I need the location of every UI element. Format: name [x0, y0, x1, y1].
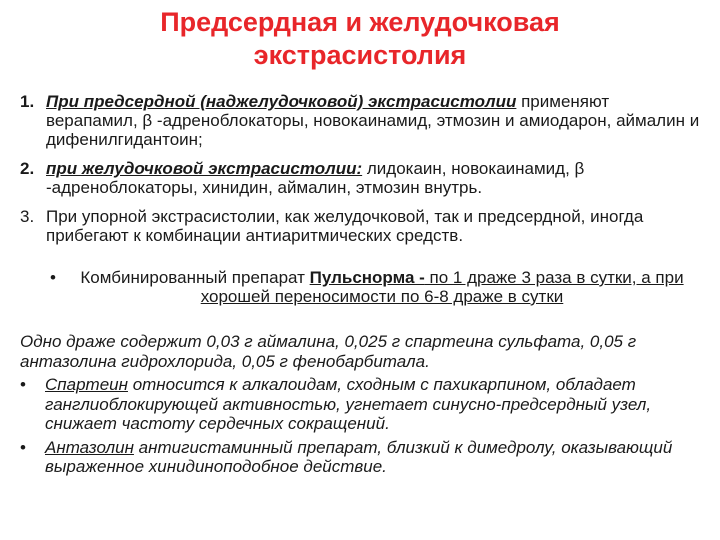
- title-line-2: экстрасистолия: [253, 40, 467, 70]
- note-item: [20, 438, 700, 477]
- combination-drug-note: [50, 268, 690, 306]
- item-number: 3.: [20, 207, 35, 226]
- composition-text: Одно драже содержит 0,03 г аймалина, 0,025 г спартеина сульфата, 0,05 г антазолина гидрохлорида, 0,05 г фенобарбитала.: [20, 332, 637, 371]
- treatment-list: [20, 92, 700, 255]
- slide-title: [0, 6, 720, 72]
- combination-text: [74, 268, 690, 306]
- item-heading: При предсердной (наджелудочковой) экстрасистолии: [46, 92, 517, 111]
- list-item-1: [20, 92, 700, 149]
- dosage-text: по 1 драже 3 раза в сутки, а при хорошей переносимости по 6-8 драже в сутки: [200, 268, 684, 306]
- bullet-icon: •: [20, 375, 26, 394]
- note-text: антигистаминный препарат, близкий к димедролу, оказывающий выраженное хинидиноподобное действие.: [45, 437, 673, 476]
- note-item: [20, 375, 700, 434]
- item-text: лидокаин, новокаинамид, β -адреноблокаторы, хинидин, аймалин, этмозин внутрь.: [46, 159, 585, 197]
- item-number: 1.: [20, 92, 35, 111]
- list-item-2: [20, 159, 700, 197]
- list-item-3: [20, 207, 700, 245]
- item-heading: при желудочковой экстрасистолии:: [46, 159, 363, 178]
- bullet-icon: •: [20, 437, 26, 457]
- note-term: Спартеин: [45, 375, 128, 394]
- item-text: При упорной экстрасистолии, как желудочковой, так и предсердной, иногда прибегают к комбинации антиаритмических средств.: [46, 207, 644, 245]
- note-term: Антазолин: [45, 437, 134, 457]
- item-number: 2.: [20, 159, 35, 178]
- composition-section: [20, 332, 700, 481]
- drug-name: Пульснорма -: [309, 268, 425, 287]
- combo-prefix: Комбинированный препарат: [80, 268, 310, 287]
- item-text: применяют верапамил, β -адреноблокаторы, новокаинамид, этмозин и амиодарон, аймалин и дифенилгидантоин;: [46, 92, 700, 149]
- title-line-1: Предсердная и желудочковая: [160, 7, 560, 37]
- bullet-icon: •: [50, 268, 56, 287]
- note-text: относится к алкалоидам, сходным с пахикарпином, обладает ганглиоблокирующей активностью, угнетает синусно-предсердный узел, снижает частоту сердечных сокращений.: [45, 375, 652, 433]
